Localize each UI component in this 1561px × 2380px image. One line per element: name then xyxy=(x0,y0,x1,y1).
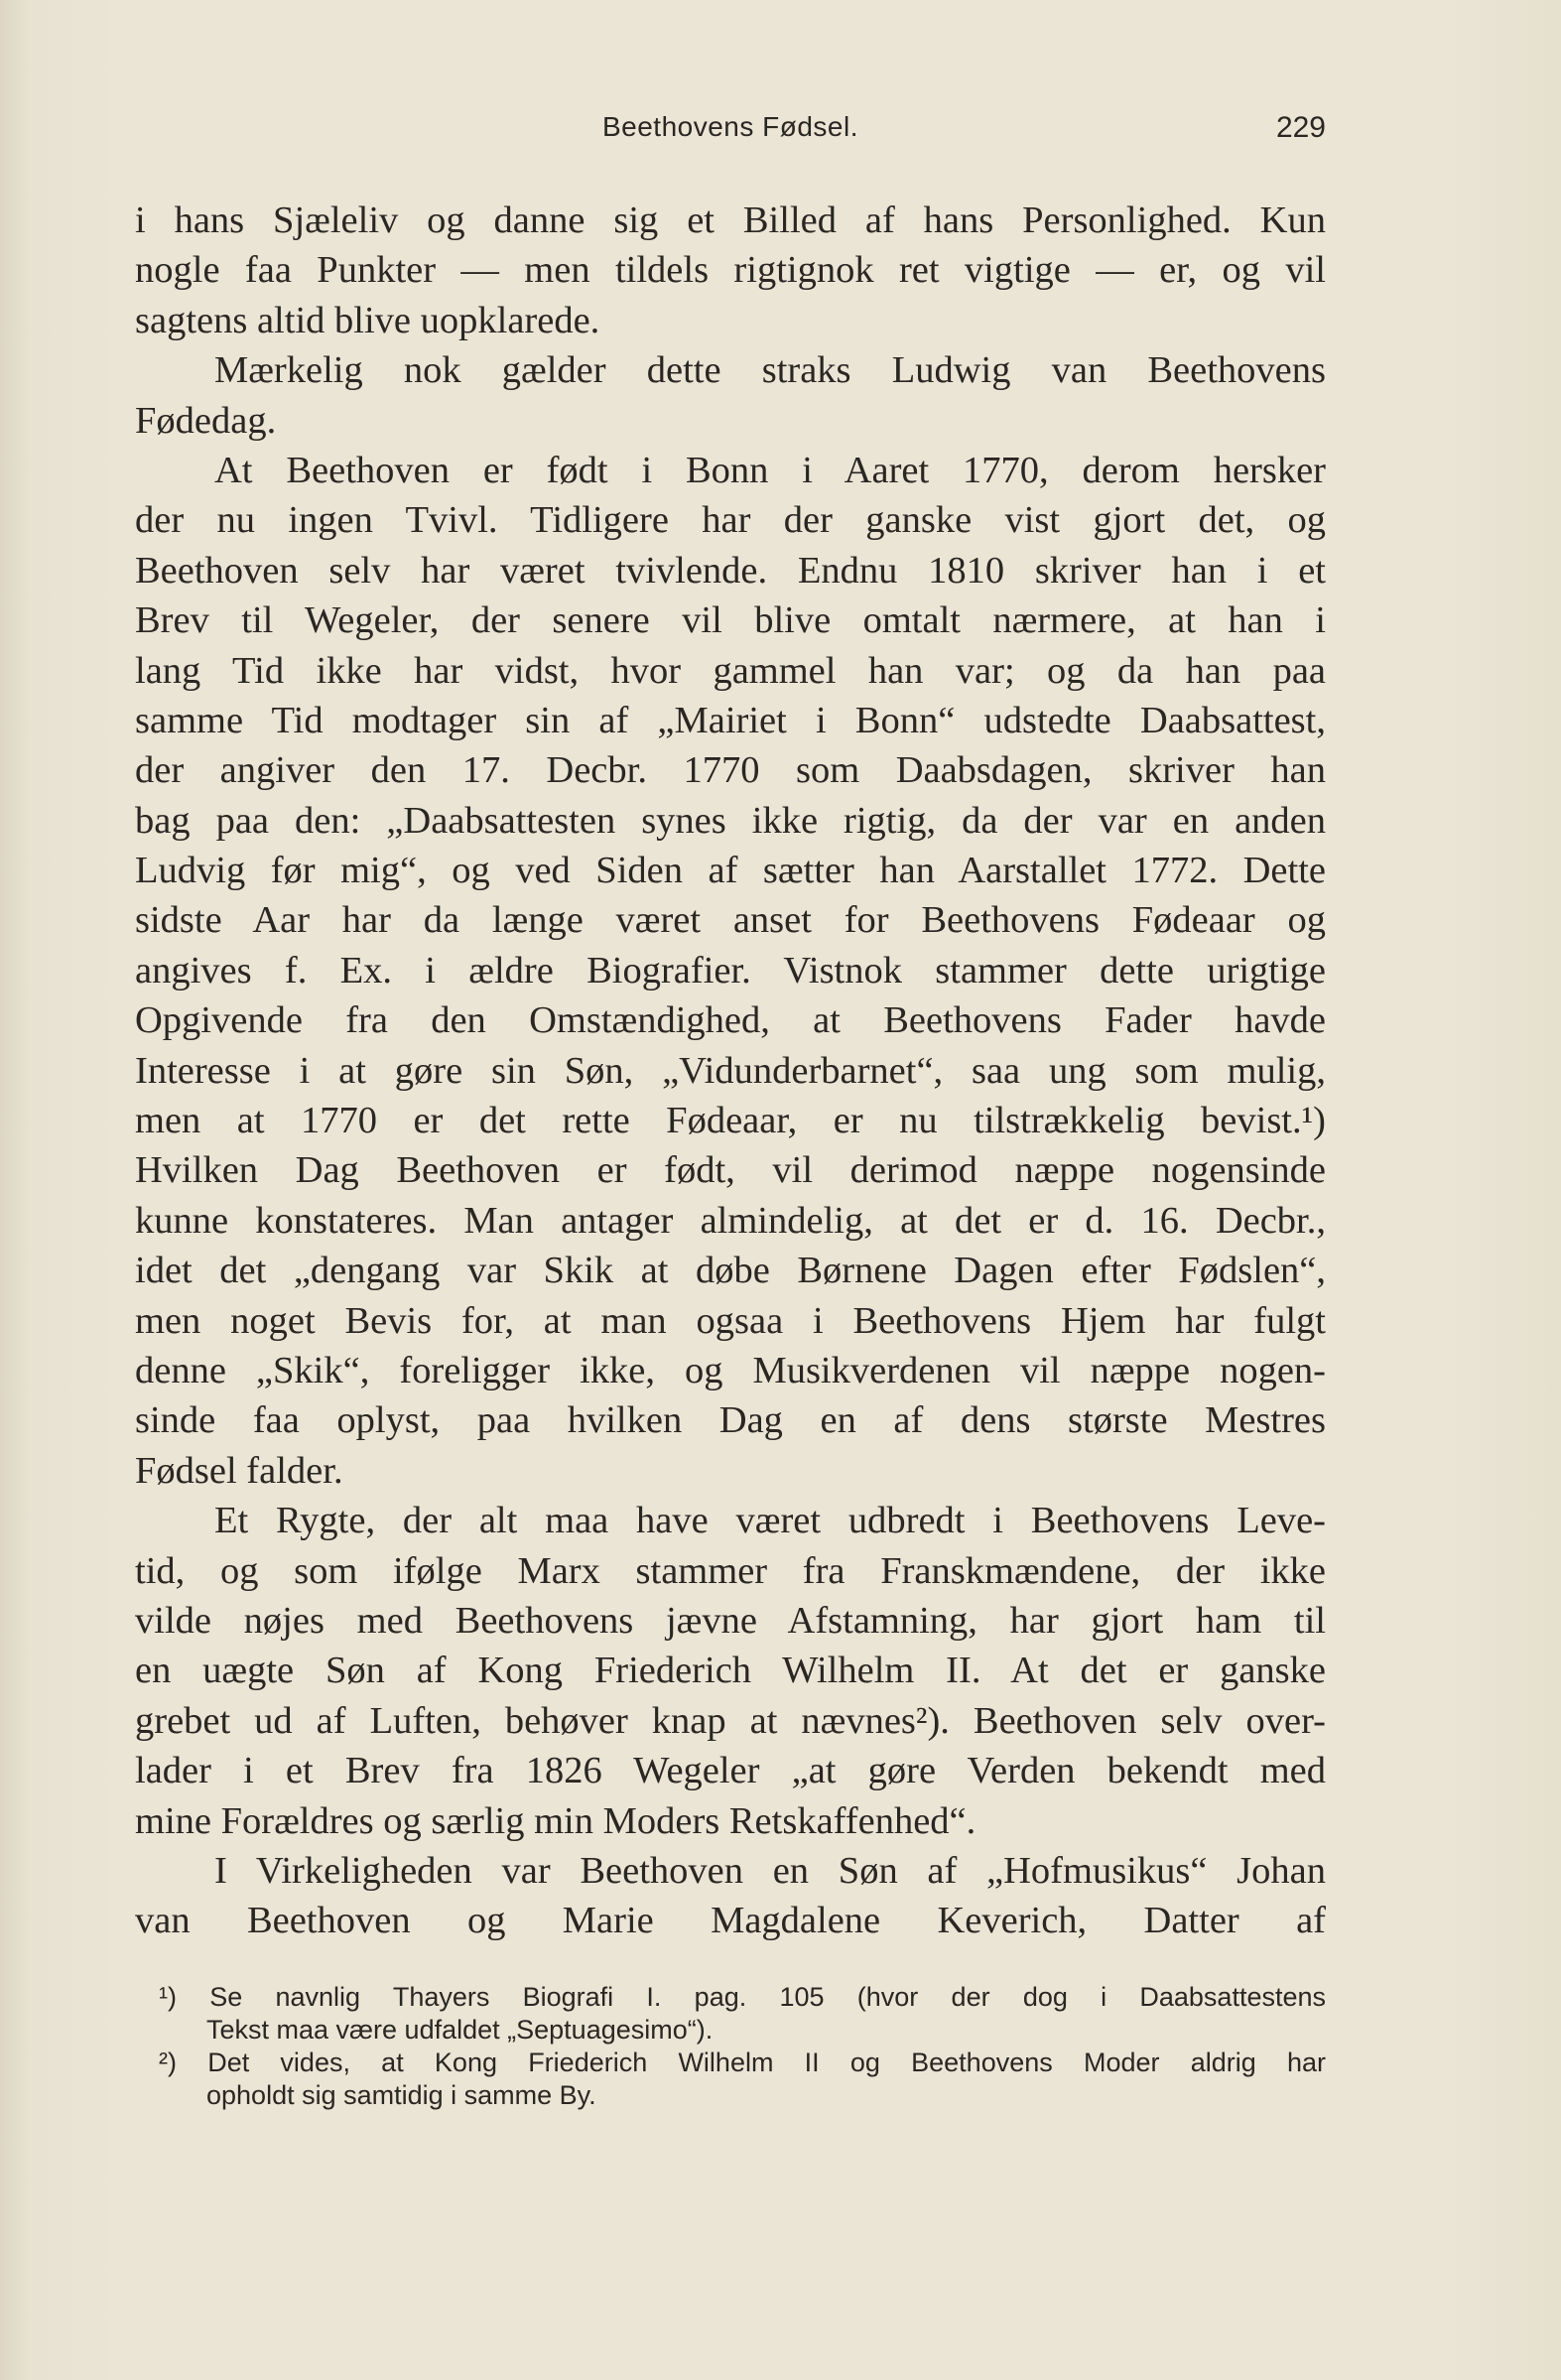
running-head xyxy=(135,111,1326,151)
text-line: sagtens altid blive uopklarede. xyxy=(135,299,600,341)
footnote-line: ²) Det vides, at Kong Friederich Wilhelm II og Beethovens Moder aldrig har xyxy=(159,2048,1326,2077)
text-line: sinde faa oplyst, paa hvilken Dag en af dens største Mestres xyxy=(135,1399,1326,1442)
text-line: angives f. Ex. i ældre Biografier. Vistnok stammer dette urigtige xyxy=(135,949,1326,992)
text-line: Fødsel falder. xyxy=(135,1449,343,1492)
text-line: Interesse i at gøre sin Søn, „Vidunderbarnet“, saa ung som mulig, xyxy=(135,1049,1326,1092)
text-line: Fødedag. xyxy=(135,399,277,442)
text-line: der angiver den 17. Decbr. 1770 som Daabsdagen, skriver han xyxy=(135,749,1326,792)
text-line: lang Tid ikke har vidst, hvor gammel han var; og da han paa xyxy=(135,649,1326,692)
page-number: 229 xyxy=(1275,111,1326,144)
body-text xyxy=(135,196,1326,1946)
text-line: van Beethoven og Marie Magdalene Keverich, Datter af xyxy=(135,1900,1326,1942)
text-line: Et Rygte, der alt maa have været udbredt i Beethovens Leve- xyxy=(214,1500,1326,1542)
running-title: Beethovens Fødsel. xyxy=(601,111,859,142)
text-line: nogle faa Punkter — men tildels rigtignok ret vigtige — er, og vil xyxy=(135,249,1326,292)
text-line: kunne konstateres. Man antager almindelig, at det er d. 16. Decbr., xyxy=(135,1199,1326,1242)
footnote-line: Tekst maa være udfaldet „Septuagesimo“). xyxy=(206,2015,714,2045)
text-line: Brev til Wegeler, der senere vil blive omtalt nærmere, at han i xyxy=(135,599,1326,642)
footnote-line: opholdt sig samtidig i samme By. xyxy=(206,2080,596,2110)
text-line: der nu ingen Tvivl. Tidligere har der ganske vist gjort det, og xyxy=(135,499,1326,542)
text-line: Ludvig før mig“, og ved Siden af sætter han Aarstallet 1772. Dette xyxy=(135,850,1326,892)
text-line: denne „Skik“, foreligger ikke, og Musikverdenen vil næppe nogen- xyxy=(135,1349,1326,1391)
text-line: lader i et Brev fra 1826 Wegeler „at gøre Verden bekendt med xyxy=(135,1750,1326,1792)
text-line: vilde nøjes med Beethovens jævne Afstamning, har gjort ham til xyxy=(135,1599,1326,1642)
footnotes xyxy=(135,1981,1326,2112)
text-line: idet det „dengang var Skik at døbe Børnene Dagen efter Fødslen“, xyxy=(135,1250,1326,1292)
text-line: Mærkelig nok gælder dette straks Ludwig van Beethovens xyxy=(214,349,1326,392)
text-line: sidste Aar har da længe været anset for Beethovens Fødeaar og xyxy=(135,899,1326,942)
text-line: i hans Sjæleliv og danne sig et Billed af hans Personlighed. Kun xyxy=(135,199,1326,241)
text-line: tid, og som ifølge Marx stammer fra Franskmændene, der ikke xyxy=(135,1549,1326,1592)
text-line: Opgivende fra den Omstændighed, at Beethovens Fader havde xyxy=(135,999,1326,1042)
text-line: mine Forældres og særlig min Moders Retskaffenhed“. xyxy=(135,1799,976,1842)
text-line: grebet ud af Luften, behøver knap at nævnes²). Beethoven selv over- xyxy=(135,1699,1326,1742)
text-line: I Virkeligheden var Beethoven en Søn af „Hofmusikus“ Johan xyxy=(214,1849,1326,1892)
text-line: men at 1770 er det rette Fødeaar, er nu tilstrækkelig bevist.¹) xyxy=(135,1100,1326,1142)
text-line: bag paa den: „Daabsattesten synes ikke rigtig, da der var en anden xyxy=(135,799,1326,842)
footnote-line: ¹) Se navnlig Thayers Biografi I. pag. 105 (hvor der dog i Daabsattestens xyxy=(159,1982,1326,2012)
text-line: en uægte Søn af Kong Friederich Wilhelm II. At det er ganske xyxy=(135,1650,1326,1692)
text-line: Hvilken Dag Beethoven er født, vil derimod næppe nogensinde xyxy=(135,1149,1326,1192)
text-line: At Beethoven er født i Bonn i Aaret 1770, derom hersker xyxy=(214,449,1326,491)
text-line: Beethoven selv har været tvivlende. Endnu 1810 skriver han i et xyxy=(135,549,1326,592)
text-line: men noget Bevis for, at man ogsaa i Beethovens Hjem har fulgt xyxy=(135,1299,1326,1342)
text-line: samme Tid modtager sin af „Mairiet i Bonn“ udstedte Daabsattest, xyxy=(135,699,1326,741)
